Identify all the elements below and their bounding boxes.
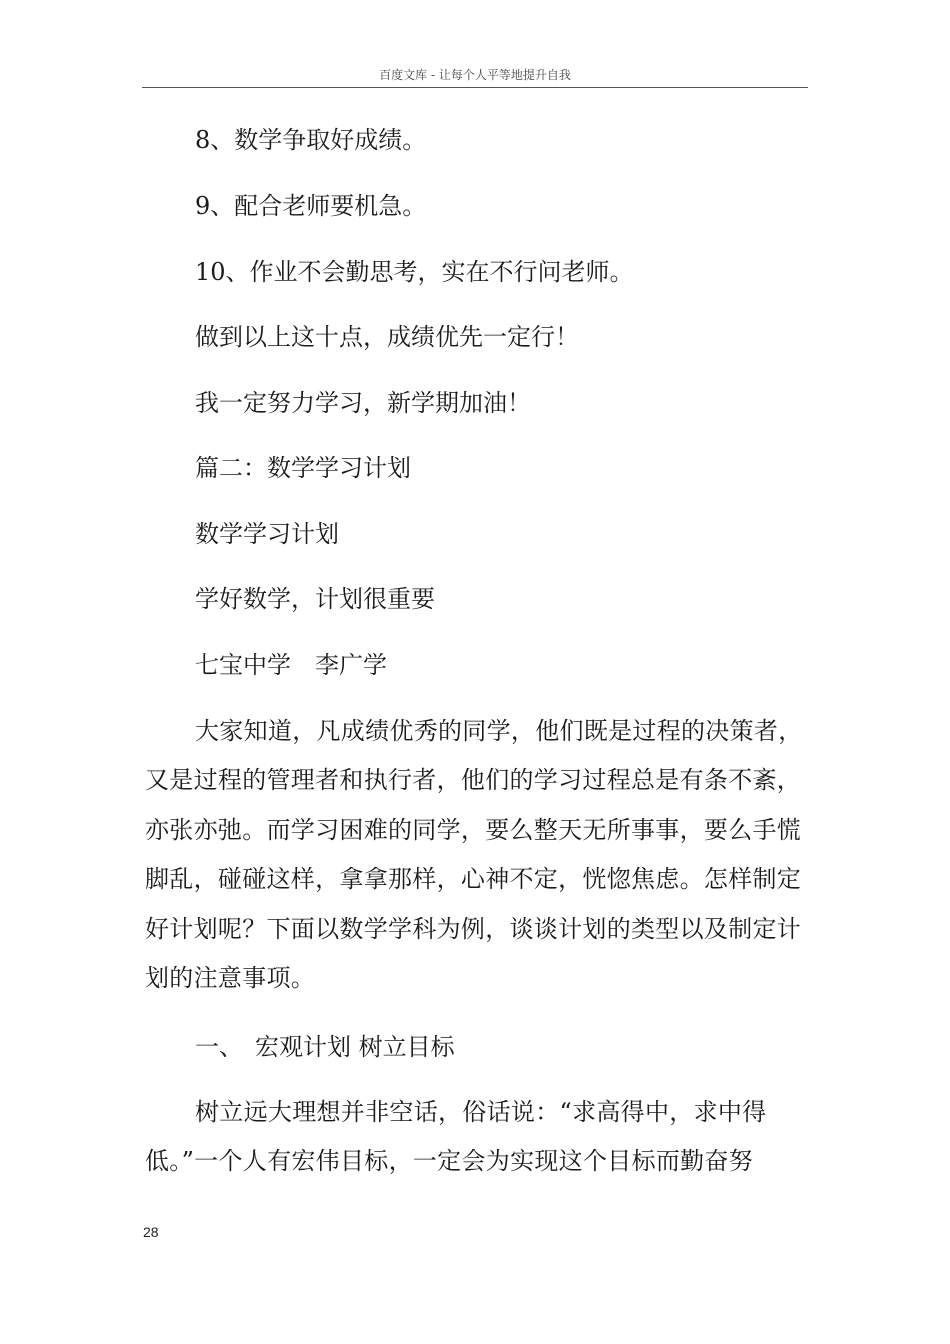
list-item-8: 8、数学争取好成绩。: [195, 126, 427, 154]
goal-paragraph: 树立远大理想并非空话，俗话说：“求高得中，求中得低。”一个人有宏伟目标，一定会为实现这个目标而勤奋努: [145, 1098, 767, 1176]
header-divider: [142, 87, 808, 88]
author-line: 七宝中学 李广学: [195, 651, 387, 679]
chapter-title: 篇二：数学学习计划: [195, 454, 411, 482]
intro-paragraph: 大家知道，凡成绩优秀的同学，他们既是过程的决策者，又是过程的管理者和执行者，他们的学习过程总是有条不紊，亦张亦弛。而学习困难的同学，要么整天无所事事，要么手慌脚乱，碰碰这样，拿拿那样，心神不定，恍惚焦虑。怎样制定好计划呢？下面以数学学科为例，谈谈计划的类型以及制定计划的注意事项。: [145, 717, 803, 993]
summary-line: 做到以上这十点，成绩优先一定行！: [195, 323, 579, 351]
article-title: 数学学习计划: [195, 520, 339, 548]
article-subtitle: 学好数学，计划很重要: [195, 585, 435, 613]
page-number: 28: [143, 1224, 159, 1240]
page-header: 百度文库 - 让每个人平等地提升自我: [379, 68, 571, 82]
list-item-10: 10、作业不会勤思考，实在不行问老师。: [195, 258, 634, 286]
section-heading: 一、 宏观计划 树立目标: [195, 1033, 455, 1061]
list-item-9: 9、配合老师要机急。: [195, 192, 427, 220]
resolve-line: 我一定努力学习，新学期加油！: [195, 389, 531, 417]
